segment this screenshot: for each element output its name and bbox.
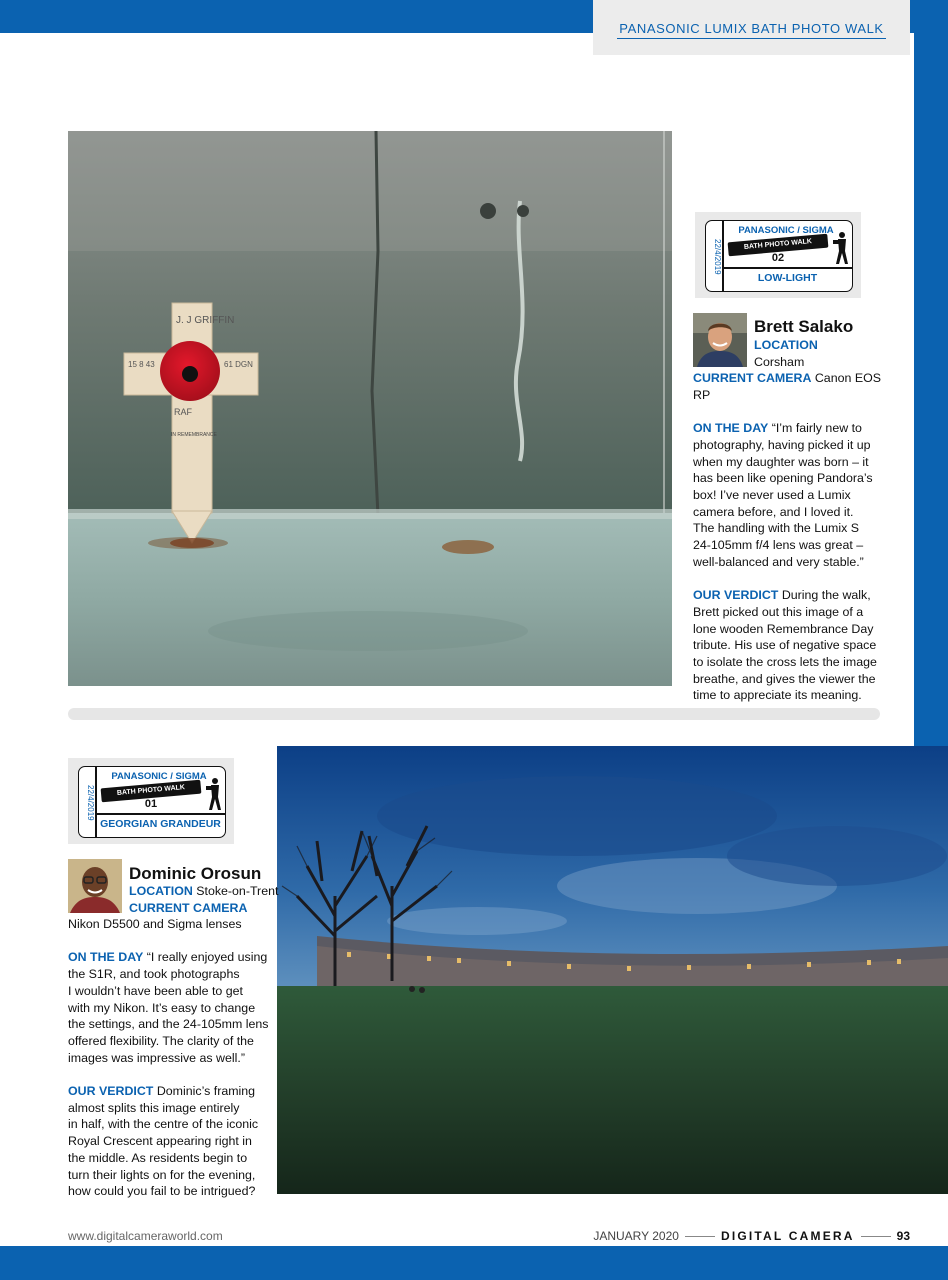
ticket-georgian-grandeur [68,758,234,844]
cross-remembrance-text: IN REMEMBRANCE [171,432,217,438]
ticket-low-light [695,212,861,298]
ticket-rule [723,267,852,269]
ticket-frame [705,220,853,292]
verdict-line: Royal Crescent appearing right in [68,1134,252,1149]
ticket-number: 02 [771,252,785,264]
on-the-day-line: offered flexibility. The clarity of the [68,1033,254,1048]
verdict-line: tribute. His use of negative space [693,638,877,653]
footer-folio [593,1229,910,1243]
on-the-day-label: ON THE DAY [68,950,144,965]
ticket-brand: PANASONIC / SIGMA [111,771,207,782]
location-label: LOCATION [129,884,193,898]
verdict-line: to isolate the cross lets the image [693,654,877,669]
camera-value: Canon EOS RP [693,371,881,402]
on-the-day-line: “I’m fairly new to [771,421,862,436]
camera-label: CURRENT CAMERA [129,900,248,915]
right-edge-bar [914,0,948,746]
on-the-day-line: 24-105mm f/4 lens was great – [693,538,864,553]
portrait-illustration [693,313,747,367]
entry-2-text [68,916,273,1200]
footer-magazine: DIGITAL CAMERA [720,1229,855,1243]
location-value: Stoke-on-Trent [196,884,279,898]
entry-1-text [693,370,893,704]
on-the-day-line: the S1R, and took photographs [68,967,240,982]
footer-url[interactable]: www.digitalcameraworld.com [68,1229,223,1243]
verdict-line: Dominic’s framing [156,1084,256,1098]
footer-rule [861,1236,891,1237]
on-the-day-line: The handling with the Lumix S [693,521,859,536]
verdict-line: the middle. As residents begin to [68,1150,248,1165]
location-block [754,337,818,370]
footer-issue: JANUARY 2020 [593,1229,679,1243]
on-the-day-line: images was impressive as well.” [68,1050,245,1065]
verdict-label: OUR VERDICT [693,588,779,603]
section-divider [68,708,880,720]
cross-raf-text: RAF [174,407,192,417]
section-header-tab [593,0,910,55]
verdict-label: OUR VERDICT [68,1084,154,1098]
verdict-line: in half, with the centre of the iconic [68,1117,259,1132]
ticket-date: 22/4/2019 [713,239,722,275]
on-the-day-line: well-balanced and very stable.” [693,554,864,569]
verdict-line: time to appreciate its meaning. [693,688,862,703]
avatar-dominic-orosun [68,859,122,913]
on-the-day-label: ON THE DAY [693,421,769,436]
camera-value: Nikon D5500 and Sigma lenses [68,917,242,931]
on-the-day-line: photography, having picked it up [693,437,871,452]
ticket-banner: BATH PHOTO WALK [728,234,829,257]
location-label: LOCATION [754,338,818,352]
cross-right-text: 61 DGN [224,360,253,369]
cross-name-text: J. J GRIFFIN [176,315,235,326]
avatar-brett-salako [693,313,747,367]
portrait-illustration [68,859,122,913]
location-value: Corsham [754,354,805,369]
on-the-day-line: I wouldn’t have been able to get [68,983,243,998]
verdict-line: breathe, and gives the viewer the [693,671,876,686]
cross-left-text: 15 8 43 [128,360,155,369]
verdict-line: Brett picked out this image of a [693,604,864,619]
on-the-day-line: has been like opening Pandora’s [693,471,873,486]
verdict-line: how could you fail to be intrigued? [68,1184,256,1199]
on-the-day-line: the settings, and the 24-105mm lens [68,1017,269,1032]
verdict-line: lone wooden Remembrance Day [693,621,874,636]
on-the-day-line: box! I’ve never used a Lumix [693,487,851,502]
ticket-brand: PANASONIC / SIGMA [738,225,834,236]
ticket-rule [96,813,225,815]
on-the-day-line: camera before, and I loved it. [693,504,854,519]
on-the-day-line: when my daughter was born – it [693,454,869,469]
photo-royal-crescent [277,746,948,1194]
verdict-line: turn their lights on for the evening, [68,1167,256,1182]
on-the-day-line: with my Nikon. It’s easy to change [68,1000,256,1015]
photographer-silhouette-icon [832,231,850,265]
person-name: Dominic Orosun [129,864,262,883]
person-name: Brett Salako [754,317,854,336]
ticket-category: LOW-LIGHT [757,272,818,284]
camera-label: CURRENT CAMERA [693,371,812,385]
verdict-line: almost splits this image entirely [68,1100,240,1115]
section-title: PANASONIC LUMIX BATH PHOTO WALK [619,21,884,36]
remembrance-cross-illustration [68,131,672,686]
ticket-category: GEORGIAN GRANDEUR [100,818,221,830]
ticket-frame [78,766,226,838]
ticket-date: 22/4/2019 [86,785,95,821]
verdict-line: During the walk, [781,588,871,603]
bottom-bar [0,1246,948,1280]
page-number: 93 [896,1229,910,1243]
on-the-day-line: “I really enjoyed using [146,950,268,965]
photographer-silhouette-icon [205,777,223,811]
ticket-number: 01 [144,798,158,810]
ticket-banner: BATH PHOTO WALK [101,780,202,803]
photo-remembrance-cross [68,131,672,686]
section-title-underline [617,38,886,39]
royal-crescent-illustration [277,746,948,1194]
footer-rule [685,1236,715,1237]
location-block [129,883,278,916]
